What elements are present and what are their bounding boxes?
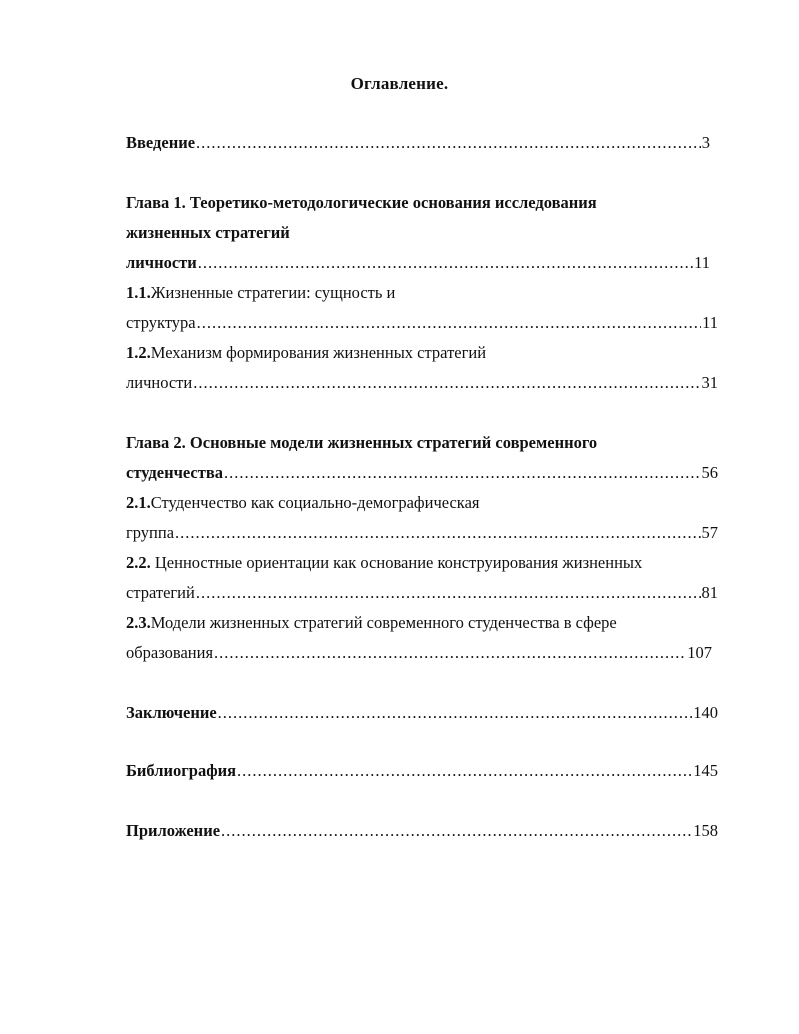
leader-dots	[218, 702, 693, 724]
toc-entry-label: студенчества	[126, 463, 224, 482]
leader-dots	[197, 312, 701, 334]
leader-dots	[196, 132, 701, 154]
page-number: 11	[694, 253, 710, 272]
toc-entry-section-2-2	[126, 582, 718, 604]
toc-entry-label: Библиография	[126, 761, 237, 780]
page-number: 56	[701, 463, 718, 482]
leader-dots	[175, 522, 700, 544]
toc-entry-section-1-1	[126, 312, 718, 334]
section-title: Механизм формирования жизненных стратегий	[150, 343, 487, 362]
toc-entry-conclusion	[126, 702, 718, 724]
page-number: 3	[701, 133, 710, 152]
toc-entry-label: группа	[126, 523, 175, 542]
toc-entry-label: образования	[126, 643, 214, 662]
page-number: 158	[693, 821, 718, 840]
toc-entry-label: структура	[126, 313, 196, 332]
section-title: Студенчество как социально-демографическая	[150, 493, 480, 512]
section-number: 2.2.	[126, 553, 151, 572]
page-number: 31	[701, 373, 718, 392]
toc-entry-label: личности	[126, 253, 197, 272]
toc-entry-appendix	[126, 820, 718, 842]
leader-dots	[193, 372, 700, 394]
toc-entry-section-2-3	[126, 642, 712, 664]
toc-entry-intro	[126, 132, 710, 154]
toc-entry-chapter2	[126, 462, 718, 484]
section-2-3-line1	[126, 612, 617, 634]
toc-entry-chapter1	[126, 252, 710, 274]
section-1-1-line1	[126, 282, 395, 304]
leader-dots	[224, 462, 700, 484]
leader-dots	[214, 642, 686, 664]
toc-entry-section-2-1	[126, 522, 718, 544]
toc-entry-label: Введение	[126, 133, 196, 152]
chapter2-heading-line1: Глава 2. Основные модели жизненных стратегий современного	[126, 433, 598, 452]
section-2-1-line1	[126, 492, 480, 514]
leader-dots	[237, 760, 692, 782]
page-number: 107	[687, 643, 712, 662]
section-title: Модели жизненных стратегий современного студенчества в сфере	[150, 613, 617, 632]
section-number: 1.1.	[126, 283, 151, 302]
toc-entry-label: стратегий	[126, 583, 195, 602]
page-title: Оглавление.	[350, 74, 449, 93]
page-number: 81	[701, 583, 718, 602]
leader-dots	[221, 820, 692, 842]
toc-entry-section-1-2	[126, 372, 718, 394]
toc-entry-label: Заключение	[126, 703, 217, 722]
leader-dots	[198, 252, 693, 274]
section-number: 2.3.	[126, 613, 151, 632]
toc-entry-label: личности	[126, 373, 193, 392]
chapter1-heading-line1: Глава 1. Теоретико-методологические основания исследования	[126, 193, 597, 212]
chapter1-heading-line2: жизненных стратегий	[126, 223, 290, 242]
page-number: 145	[693, 761, 718, 780]
toc-entry-bibliography	[126, 760, 718, 782]
section-number: 2.1.	[126, 493, 151, 512]
section-2-2-line1	[126, 552, 642, 574]
page-number: 140	[693, 703, 718, 722]
section-title: Ценностные ориентации как основание конструирования жизненных	[150, 553, 643, 572]
section-number: 1.2.	[126, 343, 151, 362]
section-1-2-line1	[126, 342, 486, 364]
section-title: Жизненные стратегии: сущность и	[150, 283, 396, 302]
page-number: 11	[702, 313, 718, 332]
leader-dots	[196, 582, 701, 604]
toc-entry-label: Приложение	[126, 821, 221, 840]
page-number: 57	[701, 523, 718, 542]
